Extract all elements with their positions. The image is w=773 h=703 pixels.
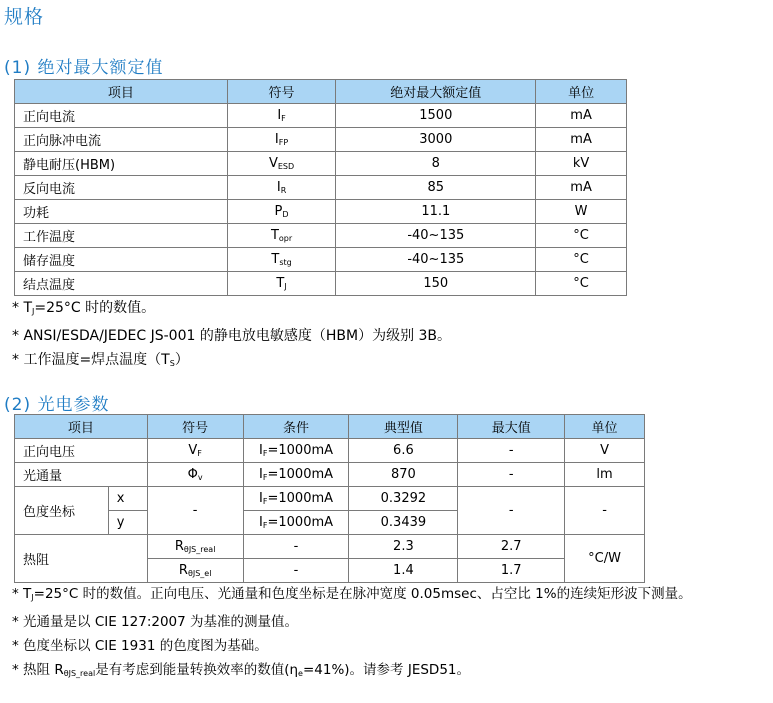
cell-item: 功耗 [15,200,228,224]
cell-condition: $I_F=1000mA$ [243,511,349,535]
cell-value: 1500 [336,104,536,128]
cell-unit: lm [565,463,645,487]
cell-item: 光通量 [15,463,148,487]
cell-max: - [458,463,565,487]
cell-unit: W [536,200,627,224]
cell-item: 正向电压 [15,439,148,463]
section-title-optical: (2) 光电参数 [4,395,110,415]
cell-unit: °C [536,224,627,248]
cell-symbol: $I_{FP}$ [227,128,336,152]
cell-unit: mA [536,176,627,200]
table-header-row [15,415,645,439]
note-line: * ANSI/ESDA/JEDEC JS-001 的静电放电敏感度（HBM）为级别 3B。 [12,328,452,344]
header-item: 项目 [15,415,148,439]
cell-sub-y: y [108,511,147,535]
cell-value: 85 [336,176,536,200]
cell-symbol: $R_{\theta JS\_real}$ [147,535,243,559]
table-row [15,200,627,224]
table-row [15,535,645,559]
cell-unit: kV [536,152,627,176]
cell-unit: V [565,439,645,463]
cell-value: 3000 [336,128,536,152]
header-typical: 典型值 [349,415,458,439]
cell-typical: 0.3439 [349,511,458,535]
cell-value: 8 [336,152,536,176]
cell-max: 1.7 [458,559,565,583]
note-line: * $T_J=25^\circ C$ 时的数值。正向电压、光通量和色度坐标是在脉冲宽度 0.05msec、占空比 1%的连续矩形波下测量。 [12,586,692,602]
cell-value: 11.1 [336,200,536,224]
cell-symbol: $\Phi_v$ [147,463,243,487]
cell-item: 正向电流 [15,104,228,128]
table-row [15,463,645,487]
cell-condition: $I_F=1000mA$ [243,487,349,511]
note-line: * 热阻 $R_{\theta JS\_real}$是有考虑到能量转换效率的数值$(\eta_e=41\%)$。请参考 JESD51。 [12,662,470,678]
table-header-row [15,80,627,104]
cell-unit: - [565,487,645,535]
table-row [15,272,627,296]
cell-symbol: $V_{ESD}$ [227,152,336,176]
table-row [15,248,627,272]
table-row [15,224,627,248]
cell-item: 正向脉冲电流 [15,128,228,152]
header-symbol: 符号 [147,415,243,439]
note-line: * 光通量是以 CIE 127:2007 为基准的测量值。 [12,614,299,630]
table-row [15,439,645,463]
optical-notes [12,582,692,686]
header-symbol: 符号 [227,80,336,104]
header-max: 最大值 [458,415,565,439]
cell-symbol: $P_D$ [227,200,336,224]
cell-item: 热阻 [15,535,148,583]
table-row [15,487,645,511]
cell-symbol: $T_{stg}$ [227,248,336,272]
cell-max: - [458,487,565,535]
note-line: * 色度坐标以 CIE 1931 的色度图为基础。 [12,638,268,654]
header-unit: 单位 [536,80,627,104]
cell-unit: mA [536,128,627,152]
cell-max: - [458,439,565,463]
cell-item: 工作温度 [15,224,228,248]
cell-unit: °C/W [565,535,645,583]
cell-item: 色度坐标 [15,487,109,535]
cell-condition: - [243,535,349,559]
cell-max: 2.7 [458,535,565,559]
cell-symbol: $T_J$ [227,272,336,296]
cell-symbol: $I_F$ [227,104,336,128]
cell-typical: 1.4 [349,559,458,583]
cell-unit: °C [536,272,627,296]
cell-symbol: - [147,487,243,535]
absolute-max-table [14,79,627,296]
cell-value: 150 [336,272,536,296]
cell-item: 结点温度 [15,272,228,296]
cell-condition: $I_F=1000mA$ [243,439,349,463]
cell-sub-x: x [108,487,147,511]
cell-symbol: $I_R$ [227,176,336,200]
header-item: 项目 [15,80,228,104]
cell-item: 储存温度 [15,248,228,272]
note-line: * $T_J=25^\circ C$ 时的数值。 [12,300,156,316]
optical-table [14,414,645,583]
header-condition: 条件 [243,415,349,439]
page-title: 规格 [4,6,45,28]
cell-typical: 0.3292 [349,487,458,511]
table-row [15,104,627,128]
section-title-absolute-max: (1) 绝对最大额定值 [4,58,164,78]
cell-value: -40~135 [336,248,536,272]
cell-symbol: $T_{opr}$ [227,224,336,248]
absolute-max-notes [12,296,451,376]
cell-unit: °C [536,248,627,272]
cell-typical: 2.3 [349,535,458,559]
table-row [15,176,627,200]
cell-item: 静电耐压(HBM) [15,152,228,176]
cell-value: -40~135 [336,224,536,248]
cell-item: 反向电流 [15,176,228,200]
header-rating: 绝对最大额定值 [336,80,536,104]
header-unit: 单位 [565,415,645,439]
cell-unit: mA [536,104,627,128]
table-row [15,128,627,152]
cell-condition: $I_F=1000mA$ [243,463,349,487]
cell-symbol: $V_F$ [147,439,243,463]
table-row [15,152,627,176]
cell-symbol: $R_{\theta JS\_el}$ [147,559,243,583]
cell-typical: 6.6 [349,439,458,463]
cell-condition: - [243,559,349,583]
cell-typical: 870 [349,463,458,487]
note-line: * 工作温度=焊点温度$(T_S)$ [12,352,189,368]
